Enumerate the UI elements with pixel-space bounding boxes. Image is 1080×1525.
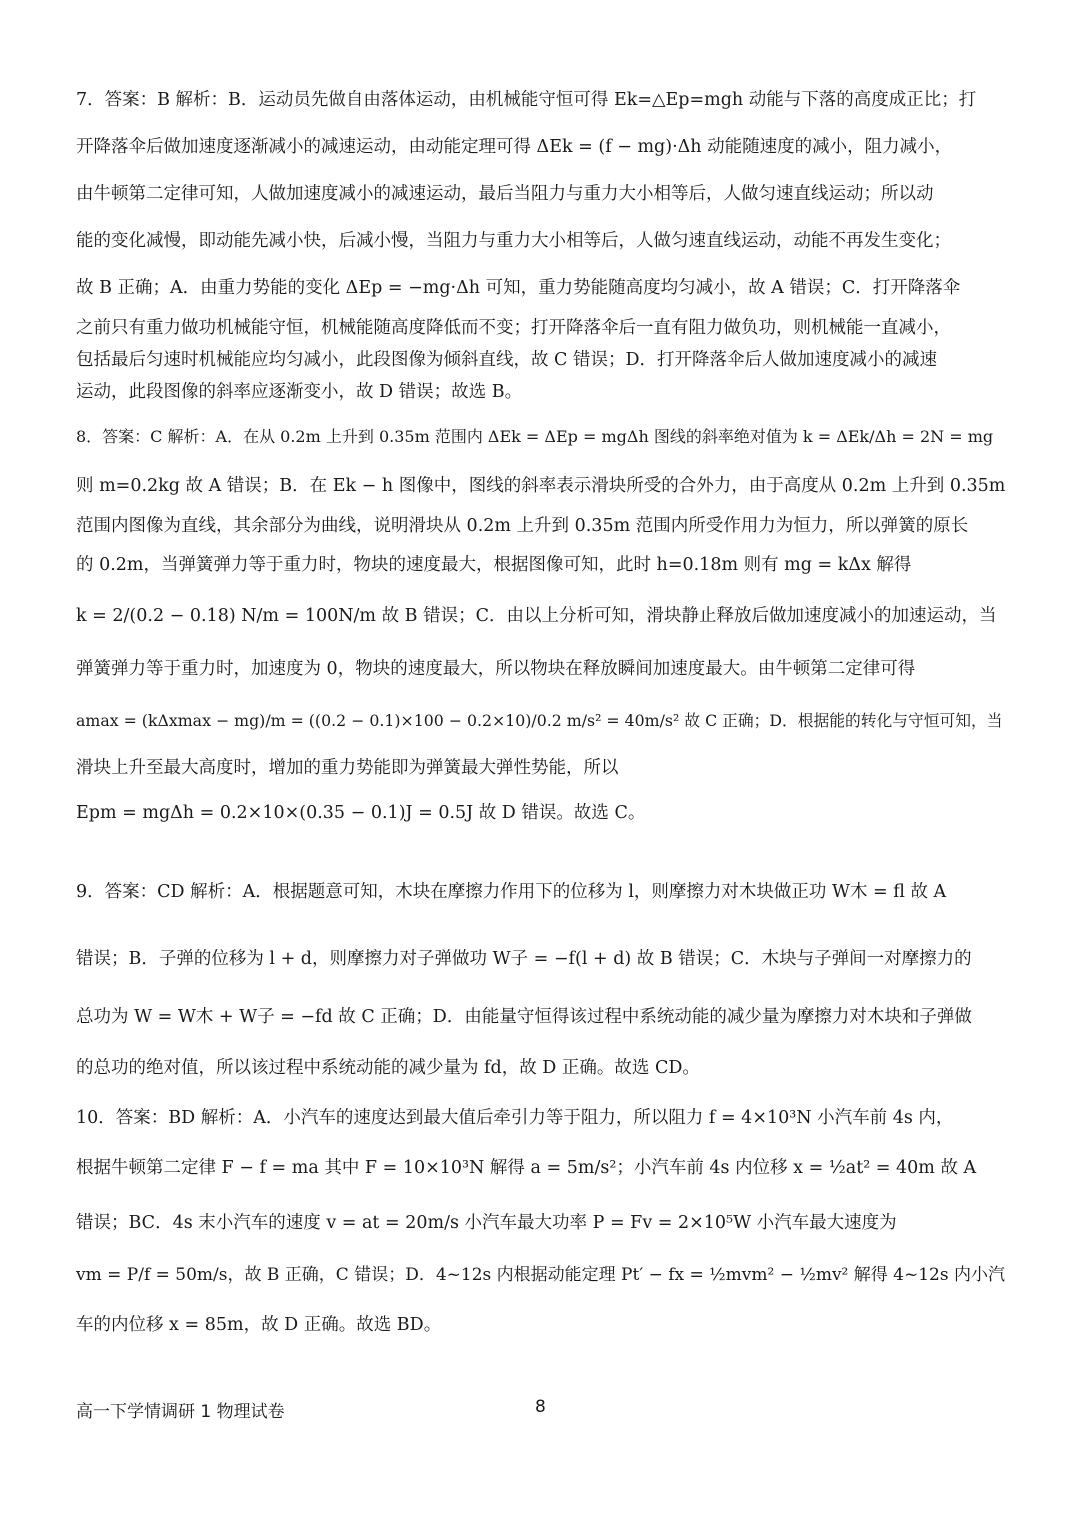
answer-9-line: 错误；B．子弹的位移为 l + d，则摩擦力对子弹做功 W子 = −f(l + d) 故 B 错误；C．木块与子弹间一对摩擦力的 [76, 949, 972, 969]
answer-9-line: 的总功的绝对值，所以该过程中系统动能的减少量为 fd，故 D 正确。故选 CD。 [76, 1058, 700, 1078]
answer-10-line: 车的内位移 x = 85m，故 D 正确。故选 BD。 [76, 1315, 442, 1335]
answer-10 [76, 1098, 1006, 1347]
answer-9-line: 总功为 W = W木 + W子 = −fd 故 C 正确；D．由能量守恒得该过程中系统动能的减少量为摩擦力对木块和子弹做 [76, 1007, 972, 1027]
answer-7 [76, 77, 1006, 408]
answer-7-line: 开降落伞后做加速度逐渐减小的减速运动，由动能定理可得 ΔEk = (f − mg)·Δh 动能随速度的减小，阻力减小， [76, 137, 953, 157]
answer-8-line: 8．答案：C 解析：A．在从 0.2m 上升到 0.35m 范围内 ΔEk = ΔEp = mgΔh 图线的斜率绝对值为 k = ΔEk/Δh = 2N = mg [76, 427, 994, 446]
footer-title: 高一下学情调研 1 物理试卷 [76, 1402, 285, 1422]
answer-7-line: 之前只有重力做功机械能守恒，机械能随高度降低而不变；打开降落伞后一直有阻力做负功，则机械能一直减小， [76, 318, 951, 338]
answer-7-line: 包括最后匀速时机械能应均匀减小，此段图像为倾斜直线，故 C 错误；D．打开降落伞后人做加速度减小的减速 [76, 350, 938, 370]
answer-8-line: 则 m=0.2kg 故 A 错误；B．在 Ek − h 图像中，图线的斜率表示滑块所受的合外力，由于高度从 0.2m 上升到 0.35m [76, 476, 1006, 496]
answer-7-line: 故 B 正确；A．由重力势能的变化 ΔEp = −mg·Δh 可知，重力势能随高度均匀减小，故 A 错误；C．打开降落伞 [76, 278, 961, 298]
answer-9 [76, 870, 1006, 1090]
answer-10-line: vm = P/f = 50m/s，故 B 正确，C 错误；D．4~12s 内根据动能定理 Pt′ − fx = ½mvm² − ½mv² 解得 4~12s 内小汽 [76, 1265, 1005, 1285]
answer-7-line: 7．答案：B 解析：B．运动员先做自由落体运动，由机械能守恒可得 Ek=△Ep=mgh 动能与下落的高度成正比；打 [76, 90, 977, 110]
answer-8-line: 滑块上升至最大高度时，增加的重力势能即为弹簧最大弹性势能，所以 [76, 758, 619, 778]
answer-7-line: 运动，此段图像的斜率应逐渐变小，故 D 错误；故选 B。 [76, 382, 523, 402]
answer-8-line: 弹簧弹力等于重力时，加速度为 0，物块的速度最大，所以物块在释放瞬间加速度最大。由牛顿第二定律可得 [76, 659, 916, 679]
answer-9-line: 9．答案：CD 解析：A．根据题意可知，木块在摩擦力作用下的位移为 l，则摩擦力对木块做正功 W木 = fl 故 A [76, 882, 947, 902]
answer-10-line: 10．答案：BD 解析：A．小汽车的速度达到最大值后牵引力等于阻力，所以阻力 f = 4×10³N 小汽车前 4s 内， [76, 1108, 954, 1128]
answer-10-line: 根据牛顿第二定律 F − f = ma 其中 F = 10×10³N 解得 a = 5m/s²；小汽车前 4s 内位移 x = ½at² = 40m 故 A [76, 1158, 977, 1178]
answer-8 [76, 412, 1006, 838]
answer-8-line: Epm = mgΔh = 0.2×10×(0.35 − 0.1)J = 0.5J 故 D 错误。故选 C。 [76, 803, 646, 823]
answer-7-line: 由牛顿第二定律可知，人做加速度减小的减速运动，最后当阻力与重力大小相等后，人做匀速直线运动；所以动 [76, 184, 934, 204]
answer-8-line: 范围内图像为直线，其余部分为曲线，说明滑块从 0.2m 上升到 0.35m 范围内所受作用力为恒力，所以弹簧的原长 [76, 516, 969, 536]
answer-8-line: amax = (kΔxmax − mg)/m = ((0.2 − 0.1)×100 − 0.2×10)/0.2 m/s² = 40m/s² 故 C 正确；D．根据能的转化与守恒可知，当 [76, 711, 1003, 730]
answer-7-line: 能的变化减慢，即动能先减小快，后减小慢，当阻力与重力大小相等后，人做匀速直线运动，动能不再发生变化； [76, 231, 951, 251]
answer-10-line: 错误；BC．4s 末小汽车的速度 v = at = 20m/s 小汽车最大功率 P = Fv = 2×10⁵W 小汽车最大速度为 [76, 1213, 897, 1233]
answer-8-line: 的 0.2m，当弹簧弹力等于重力时，物块的速度最大，根据图像可知，此时 h=0.18m 则有 mg = kΔx 解得 [76, 555, 912, 575]
answer-8-line: k = 2/(0.2 − 0.18) N/m = 100N/m 故 B 错误；C．由以上分析可知，滑块静止释放后做加速度减小的加速运动，当 [76, 606, 997, 626]
page-number: 8 [535, 1397, 546, 1417]
